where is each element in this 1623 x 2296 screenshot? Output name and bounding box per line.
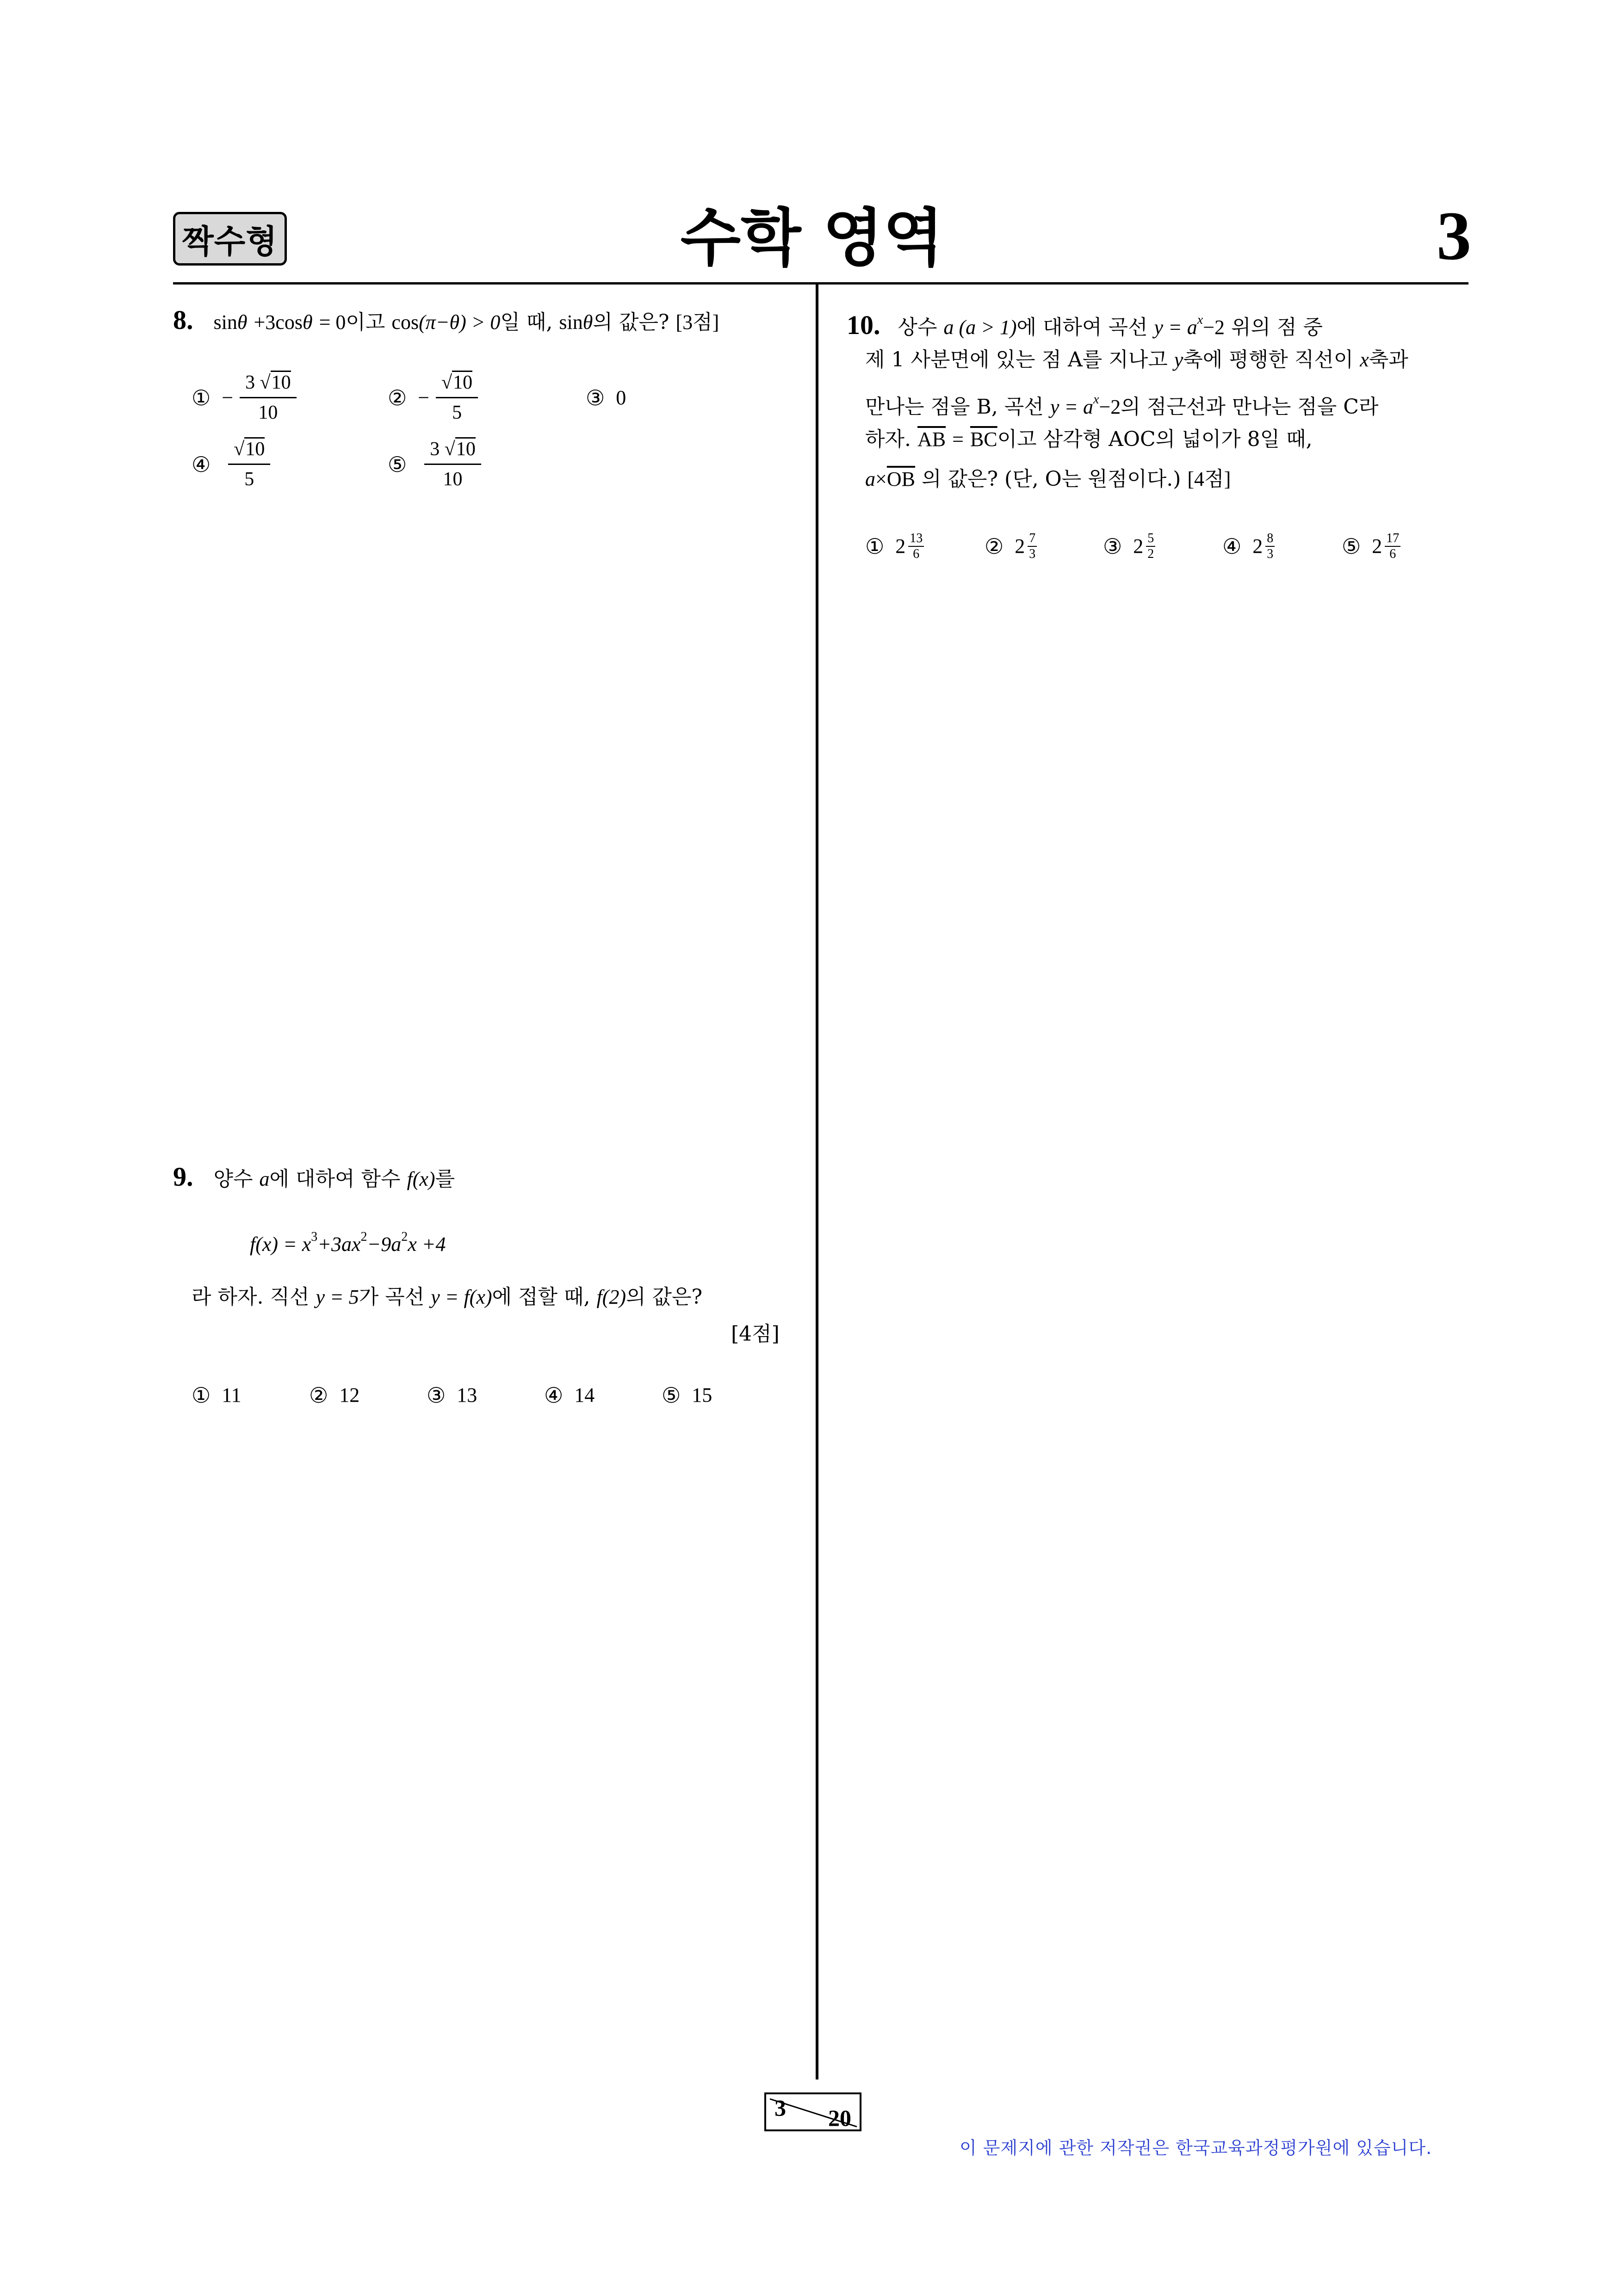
- question-9-stem: 9. 양수 a에 대하여 함수 f(x)를: [173, 1162, 455, 1192]
- choice-1[interactable]: ① − $\frac{3 √10}{10}$: [192, 370, 297, 425]
- choice-2[interactable]: ② 12: [309, 1383, 360, 1408]
- fraction: $\frac{√10}{5}$: [436, 370, 478, 425]
- choice-4[interactable]: ④ 14: [544, 1383, 595, 1408]
- choice-4[interactable]: ④ 2 8 3: [1222, 531, 1275, 562]
- copyright-notice: 이 문제지에 관한 저작권은 한국교육과정평가원에 있습니다.: [960, 2138, 1432, 2158]
- choice-5[interactable]: ⑤ 15: [662, 1383, 712, 1408]
- fraction: $\frac{√10}{5}$: [228, 437, 270, 492]
- question-number: 8.: [173, 305, 193, 335]
- current-page: 3: [774, 2095, 786, 2121]
- choice-5[interactable]: ⑤ $\frac{3 √10}{10}$: [388, 437, 481, 492]
- question-number: 10.: [847, 310, 880, 340]
- points-label: [4점]: [1187, 468, 1231, 490]
- column-divider: [816, 285, 818, 2079]
- points-label: [4점]: [731, 1322, 780, 1346]
- choice-4[interactable]: ④ $\frac{√10}{5}$: [192, 437, 270, 492]
- fraction: $\frac{3 √10}{10}$: [240, 370, 297, 425]
- header-rule: [173, 282, 1468, 285]
- total-pages: 20: [828, 2105, 851, 2131]
- question-number: 9.: [173, 1162, 193, 1192]
- question-10-line-2: 제 1 사분면에 있는 점 A를 지나고 y축에 평행한 직선이 x축과: [865, 348, 1408, 371]
- question-10-line-3: 만나는 점을 B, 곡선 $y = a^x-2$의 점근선과 만나는 점을 C라: [865, 392, 1379, 419]
- question-10-line-4: 하자. $\overline{AB} = \overline{BC}$이고 삼각형 AOC의 넓이가 8일 때,: [865, 427, 1313, 451]
- choice-3[interactable]: ③ 2 5 2: [1103, 531, 1155, 562]
- choice-3[interactable]: ③ 0: [586, 385, 626, 410]
- points-label: [3점]: [675, 311, 719, 334]
- choice-3[interactable]: ③ 13: [427, 1383, 477, 1408]
- question-10-line-1: 10. 상수 a (a > 1)에 대하여 곡선 $y = a^x-2$ 위의 점 중: [847, 310, 1323, 340]
- fraction: $\frac{3 √10}{10}$: [424, 437, 481, 492]
- choice-5[interactable]: ⑤ 2 17 6: [1342, 531, 1400, 562]
- question-9-condition: 라 하자. 직선 y = 5가 곡선 y = f(x)에 접할 때, f(2)의 값은?: [192, 1285, 703, 1309]
- choice-2[interactable]: ② 2 7 3: [985, 531, 1037, 562]
- question-9-formula: $f(x) = x^3+3ax^2-9a^2x +4$: [250, 1230, 446, 1256]
- choice-2[interactable]: ② − $\frac{√10}{5}$: [388, 370, 478, 425]
- choice-1[interactable]: ① 2 13 6: [865, 531, 924, 562]
- question-10-line-5: $a\times\overline{OB}$ 의 값은? (단, O는 원점이다.) [4점]: [865, 467, 1231, 491]
- exam-type-badge: 짝수형: [173, 212, 287, 266]
- choice-1[interactable]: ① 11: [192, 1383, 242, 1408]
- page-number: 3: [1437, 198, 1471, 274]
- exam-title: 수학 영역: [680, 202, 944, 274]
- question-8-stem: 8. sinθ +3cosθ = 0이고 cos(π−θ) > 0일 때, sinθ의 값은? [3점]: [173, 305, 719, 335]
- page-indicator: [764, 2092, 861, 2131]
